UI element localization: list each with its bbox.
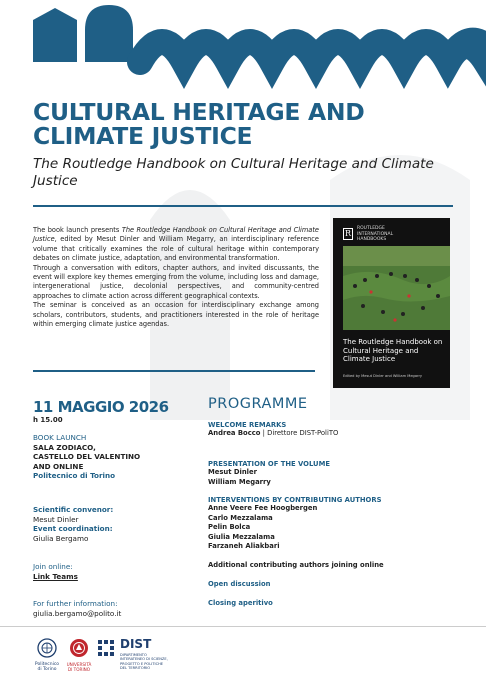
online-info bbox=[33, 562, 203, 581]
cover-brand-1: ROUTLEDGE bbox=[357, 226, 385, 231]
header-decoration bbox=[0, 0, 486, 100]
intro-paragraph-1 bbox=[33, 226, 319, 264]
venue-line-3: AND ONLINE bbox=[33, 461, 84, 471]
section-divider bbox=[33, 370, 315, 372]
arch-shape bbox=[85, 5, 133, 62]
title-divider bbox=[33, 205, 453, 207]
dist-logo bbox=[98, 640, 120, 662]
programme-presentation bbox=[208, 460, 468, 487]
cover-title: The Routledge Handbook on Cultural Heritage and Climate Justice bbox=[343, 338, 443, 364]
presenter: William Megarry bbox=[208, 477, 271, 486]
dist-subtitle bbox=[120, 653, 168, 670]
coordination-label: Event coordination: bbox=[33, 524, 113, 533]
venue-line-2: CASTELLO DEL VALENTINO bbox=[33, 452, 141, 461]
unito-logo bbox=[64, 638, 94, 672]
programme-interventions bbox=[208, 496, 468, 552]
intervention-author: Farzaneh Aliakbari bbox=[208, 542, 280, 551]
book-title-italic: The Routledge Handbook on Cultural Heritage and Climate Justice bbox=[33, 226, 319, 244]
presenter: Mesut Dinler bbox=[208, 468, 257, 476]
contact-info bbox=[33, 599, 203, 618]
cover-brand-2: INTERNATIONAL bbox=[357, 231, 394, 237]
venue-line-1: SALA ZODIACO, bbox=[33, 442, 96, 452]
organizers bbox=[33, 505, 203, 543]
welcome-role: | Direttore DIST-PoliTO bbox=[260, 429, 339, 437]
teams-link[interactable]: Link Teams bbox=[33, 571, 78, 581]
event-details bbox=[33, 433, 203, 481]
house-shape bbox=[33, 8, 77, 62]
book-cover bbox=[333, 218, 450, 388]
dist-sub-4: DEL TERRITORIO bbox=[120, 665, 151, 670]
online-label: Join online: bbox=[33, 562, 73, 571]
polito-name-2: di Torino bbox=[37, 667, 57, 672]
event-date: 11 MAGGIO 2026 bbox=[33, 398, 169, 416]
dist-sub-3: PROGETTO E POLITICHE bbox=[120, 661, 164, 666]
intro-paragraph-2: Through a conversation with editors, chapter authors, and invited discussants, the event will explore key themes emerging from the volume, including loss and damage, intergenerational justice, decolonial perspectives, and community-centred approaches to climate action across different geographical contexts. bbox=[33, 263, 319, 300]
intervention-author: Carlo Mezzalama bbox=[208, 513, 273, 522]
cover-brand-3: HANDBOOKS bbox=[357, 237, 387, 242]
wave-shape bbox=[140, 41, 486, 62]
programme-welcome bbox=[208, 421, 468, 439]
intervention-author: Giulia Mezzalama bbox=[208, 532, 275, 541]
dist-sub-1: DIPARTIMENTO bbox=[120, 653, 147, 657]
presentation-heading: PRESENTATION OF THE VOLUME bbox=[208, 460, 330, 468]
intro-text-b: , edited by Mesut Dinler and William Megarry, an interdisciplinary reference volume that critically examines the role of cultural heritage within contemporary debates on climate justice, adaptation, and environmental transformation. bbox=[33, 235, 319, 263]
additional-authors: Additional contributing authors joining online bbox=[208, 561, 384, 569]
coordinator-name: Giulia Bergamo bbox=[33, 533, 89, 543]
convenor-label: Scientific convenor: bbox=[33, 505, 114, 514]
welcome-heading: WELCOME REMARKS bbox=[208, 421, 287, 429]
intro-text-a: The book launch presents bbox=[33, 226, 122, 234]
dist-mark-icon bbox=[98, 640, 120, 658]
welcome-name: Andrea Bocco bbox=[208, 429, 261, 437]
event-time: h 15.00 bbox=[33, 416, 63, 424]
polito-name-1: Politecnico bbox=[34, 662, 60, 667]
footer-divider bbox=[0, 626, 486, 627]
institution: Politecnico di Torino bbox=[33, 471, 116, 480]
unito-seal-icon bbox=[69, 638, 89, 658]
programme-title: PROGRAMME bbox=[208, 396, 308, 412]
event-type: BOOK LAUNCH bbox=[33, 433, 87, 442]
info-label: For further information: bbox=[33, 599, 118, 608]
cover-photo bbox=[343, 246, 450, 330]
open-discussion: Open discussion bbox=[208, 580, 271, 588]
intro-paragraph-3: The seminar is conceived as an occasion for interdisciplinary exchange among scholars, contributors, students, and practitioners interested in the role of heritage within emerging climate justice agendas. bbox=[33, 301, 319, 329]
cover-editors: Edited by Mesut Dinler and William Megarry bbox=[343, 374, 423, 378]
intro-text bbox=[33, 226, 319, 329]
page-title: CULTURAL HERITAGE AND CLIMATE JUSTICE bbox=[33, 98, 365, 150]
info-email[interactable]: giulia.bergamo@polito.it bbox=[33, 608, 122, 618]
intervention-author: Pelin Bolca bbox=[208, 523, 251, 532]
intervention-author: Anne Veere Fee Hoogbergen bbox=[208, 504, 318, 512]
closing-aperitivo: Closing aperitivo bbox=[208, 599, 273, 607]
convenor-name: Mesut Dinler bbox=[33, 514, 79, 524]
interventions-heading: INTERVENTIONS BY CONTRIBUTING AUTHORS bbox=[208, 496, 382, 504]
unito-name-1: UNIVERSITÀ bbox=[66, 662, 92, 667]
routledge-logo-icon: R bbox=[344, 229, 352, 238]
page-subtitle: The Routledge Handbook on Cultural Heritage and Climate Justice bbox=[33, 156, 434, 189]
dist-sub-2: INTERATENEO DI SCIENZE, bbox=[120, 657, 168, 662]
unito-name-2: DI TORINO bbox=[67, 667, 91, 672]
polito-logo bbox=[33, 638, 61, 672]
polito-seal-icon bbox=[37, 638, 57, 658]
dist-name: DIST bbox=[120, 637, 152, 651]
